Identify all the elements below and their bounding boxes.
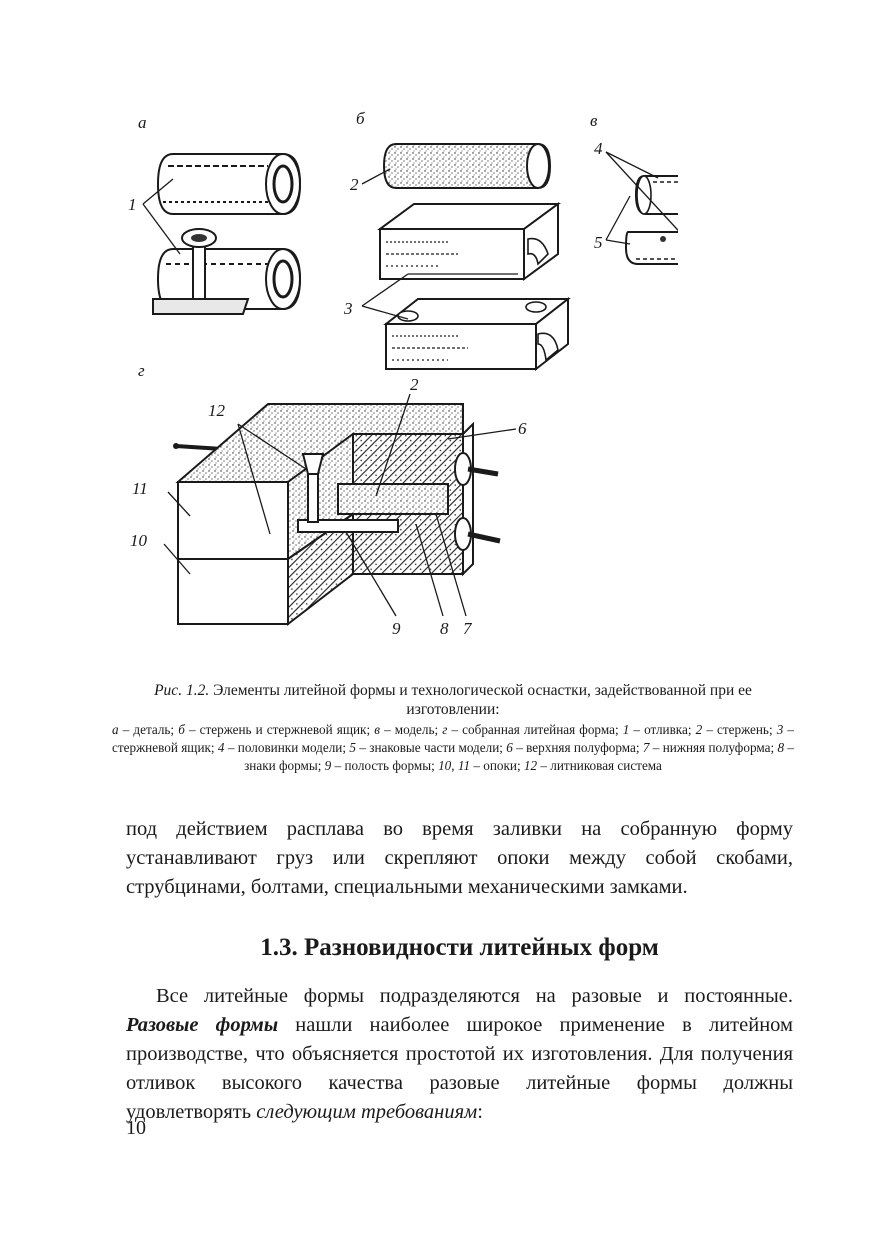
callout-1: 1 [128, 195, 137, 214]
legend-text: – знаки формы; [244, 740, 794, 773]
legend-key: 12 [523, 758, 538, 773]
figure-caption [112, 681, 794, 775]
paragraph2-part3: : [477, 1101, 483, 1123]
section-heading: 1.3. Разновидности литейных форм [260, 934, 659, 961]
page-number: 10 [126, 1117, 146, 1139]
caption-title: Элементы литейной формы и технологической оснастки, задействованной при ее изготовлении: [213, 682, 752, 718]
legend-text: – стержневой ящик; [112, 722, 795, 755]
legend-key: 1 [622, 722, 630, 737]
callout-8: 8 [440, 619, 449, 638]
legend-key: 7 [642, 740, 650, 755]
legend-text: – верхняя полуформа; [512, 740, 643, 755]
callout-9: 9 [392, 619, 401, 638]
legend-key: 8 [777, 740, 785, 755]
legend-key: а [112, 722, 119, 737]
paragraph2-part2: нашли наиболее широкое применение в литейном производстве, что объясняется простотой их изготовления. Для получения отливок высокого качества разовые литейные формы должны удовлетворять [126, 1014, 793, 1123]
legend-text: – стержень; [702, 722, 777, 737]
caption-legend [112, 721, 794, 775]
paragraph-form-types [126, 982, 793, 1127]
panel-g-label: г [138, 361, 145, 380]
panel-b-core [343, 109, 568, 369]
legend-key: б [178, 722, 185, 737]
term-requirements: следующим требованиям [256, 1101, 478, 1123]
legend-text: – половинки модели; [224, 740, 350, 755]
callout-11: 11 [132, 479, 148, 498]
callout-2-core: 2 [350, 175, 359, 194]
callout-12: 12 [208, 401, 225, 420]
legend-text: – стержень и стержневой ящик; [184, 722, 375, 737]
figure-1-2 [118, 104, 678, 644]
callout-4: 4 [594, 139, 603, 158]
panel-v-pattern [590, 111, 678, 264]
callout-2-mold: 2 [410, 375, 419, 394]
panel-b-label: б [356, 109, 365, 128]
legend-key: 2 [695, 722, 703, 737]
paragraph-continuation: под действием расплава во время заливки на собранную форму устанавливают груз или скрепляют опоки между собой скобами, струбцинами, болтами, специальными механическими замками. [126, 818, 793, 898]
legend-key: в [374, 722, 380, 737]
callout-6: 6 [518, 419, 527, 438]
legend-text: – знаковые части модели; [355, 740, 507, 755]
legend-key: 10 [438, 758, 452, 773]
legend-key: 11 [457, 758, 471, 773]
panel-v-label: в [590, 111, 598, 130]
legend-text: – опоки; [470, 758, 524, 773]
legend-text: , [451, 758, 458, 773]
legend-key: 4 [217, 740, 225, 755]
legend-text: – деталь; [118, 722, 179, 737]
callout-3: 3 [344, 299, 353, 318]
legend-key: г [442, 722, 448, 737]
legend-key: 9 [324, 758, 332, 773]
caption-title-line [112, 681, 794, 719]
paragraph2-part1: Все литейные формы подразделяются на разовые и постоянные. [156, 985, 793, 1007]
legend-text: – нижняя полуформа; [649, 740, 778, 755]
legend-text: – полость формы; [331, 758, 439, 773]
callout-5: 5 [594, 233, 603, 252]
caption-prefix: Рис. 1.2. [154, 682, 210, 699]
legend-text: – литниковая система [537, 758, 662, 773]
foundry-mold-illustration [118, 104, 678, 644]
term-single-use-forms: Разовые формы [126, 1014, 279, 1036]
legend-text: – модель; [379, 722, 443, 737]
callout-10: 10 [130, 531, 147, 550]
legend-text: – собранная литейная форма; [447, 722, 623, 737]
legend-key: 6 [506, 740, 513, 755]
legend-key: 5 [349, 740, 356, 755]
legend-text: – отливка; [629, 722, 696, 737]
callout-7: 7 [463, 619, 472, 638]
panel-a-label: а [138, 113, 147, 132]
panel-a-casting [128, 113, 300, 314]
legend-key: 3 [776, 722, 784, 737]
panel-g-assembled-mold [130, 361, 527, 638]
